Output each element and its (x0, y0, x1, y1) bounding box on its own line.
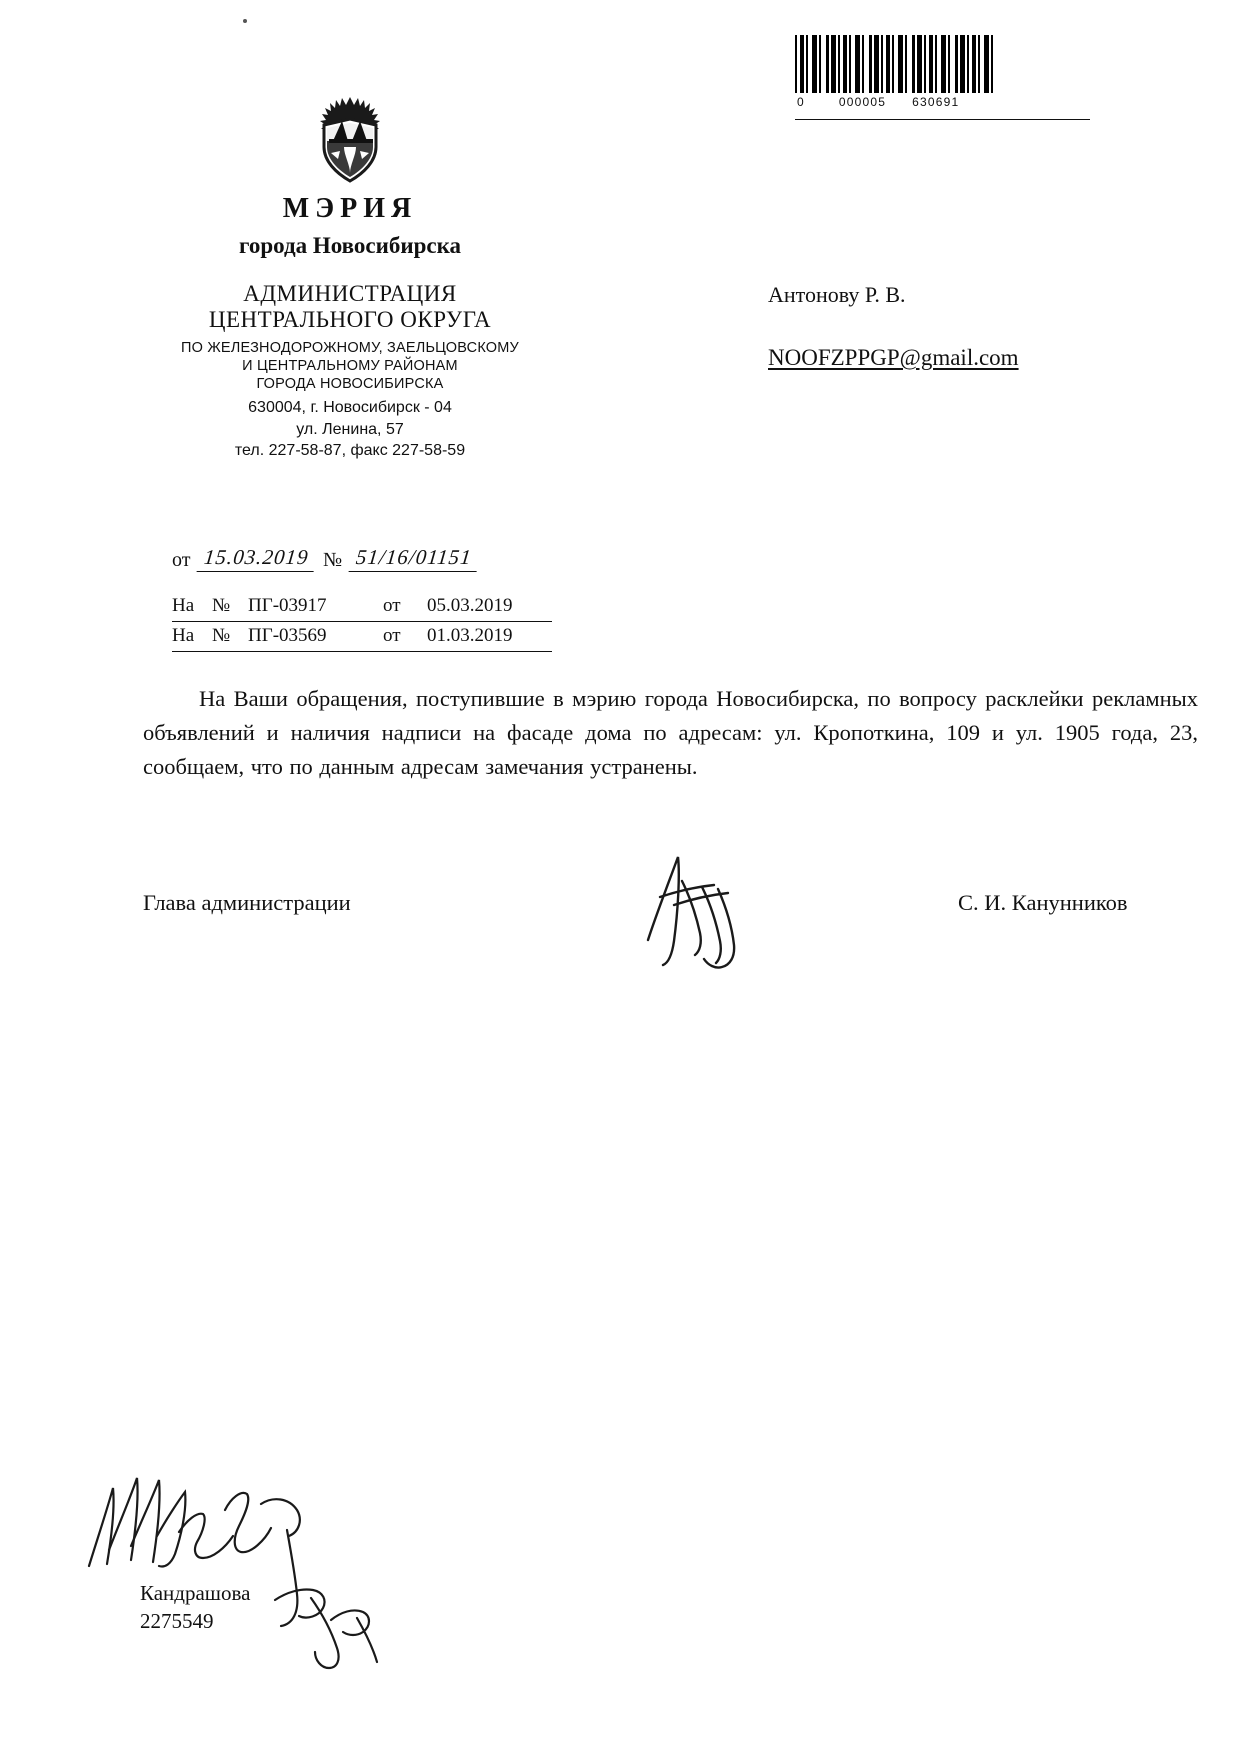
incoming-on-label: На (172, 625, 195, 646)
outgoing-number-value: 51/16/01151 (349, 545, 479, 572)
barcode-group-right: 630691 (912, 95, 960, 109)
executor-phone: 2275549 (140, 1608, 214, 1633)
body-paragraph: На Ваши обращения, поступившие в мэрию города Новосибирска, по вопросу расклейки рекламных объявлений и наличия надписи на фасаде дома по адресам: ул. Кропоткина, 109 и ул. 1905 года, 23, сообщаем, что по данным адресам замечания устранены. (143, 686, 1198, 780)
executor-block (140, 1580, 250, 1635)
addressee-email[interactable]: NOOFZPPGP@gmail.com (768, 345, 1019, 370)
org-address-line-3: тел. 227-58-87, факс 227-58-59 (234, 442, 466, 460)
org-sub-line-3: ГОРОДА НОВОСИБИРСКА (256, 376, 444, 393)
org-address-line-1: 630004, г. Новосибирск - 04 (248, 399, 452, 417)
coat-of-arms-icon (300, 95, 400, 187)
incoming-number-label: № (212, 595, 231, 616)
org-admin-line-1: АДМИНИСТРАЦИЯ (243, 281, 457, 306)
incoming-date-value: 01.03.2019 (427, 625, 513, 646)
letterhead (135, 95, 565, 462)
table-row (172, 592, 552, 622)
page-speck (243, 19, 247, 23)
incoming-reference-table (172, 592, 552, 652)
from-label: от (172, 549, 191, 571)
org-address-line-2: ул. Ленина, 57 (296, 420, 404, 438)
signature-mark-icon (630, 845, 780, 975)
barcode-lead-digit: 0 (797, 95, 805, 109)
incoming-date-value: 05.03.2019 (427, 595, 513, 616)
org-title: МЭРИЯ (282, 193, 418, 224)
barcode-block (795, 35, 1010, 120)
barcode-icon (795, 35, 995, 93)
incoming-number-label: № (212, 625, 231, 646)
incoming-date-label: от (383, 595, 401, 616)
org-sub-line-1: ПО ЖЕЛЕЗНОДОРОЖНОМУ, ЗАЕЛЬЦОВСКОМУ (181, 339, 519, 356)
barcode-digits (795, 95, 1010, 109)
org-admin-line-2: ЦЕНТРАЛЬНОГО ОКРУГА (208, 307, 492, 333)
outgoing-reference-line (172, 545, 592, 572)
signatory-name: С. И. Канунников (958, 890, 1128, 915)
number-label: № (322, 549, 343, 571)
barcode-group-left: 000005 (838, 95, 887, 109)
addressee-name: Антонову Р. В. (768, 282, 906, 307)
incoming-number-value: ПГ-03569 (248, 625, 327, 646)
signatory-role: Глава администрации (143, 890, 351, 915)
executor-name: Кандрашова (140, 1581, 251, 1605)
outgoing-date-value: 15.03.2019 (197, 545, 316, 572)
barcode-rule (795, 119, 1090, 120)
org-city: города Новосибирска (238, 233, 462, 258)
org-sub-line-2: И ЦЕНТРАЛЬНОМУ РАЙОНАМ (242, 358, 458, 374)
incoming-date-label: от (383, 625, 401, 646)
table-row (172, 622, 552, 652)
incoming-on-label: На (172, 595, 195, 616)
incoming-number-value: ПГ-03917 (248, 595, 327, 616)
